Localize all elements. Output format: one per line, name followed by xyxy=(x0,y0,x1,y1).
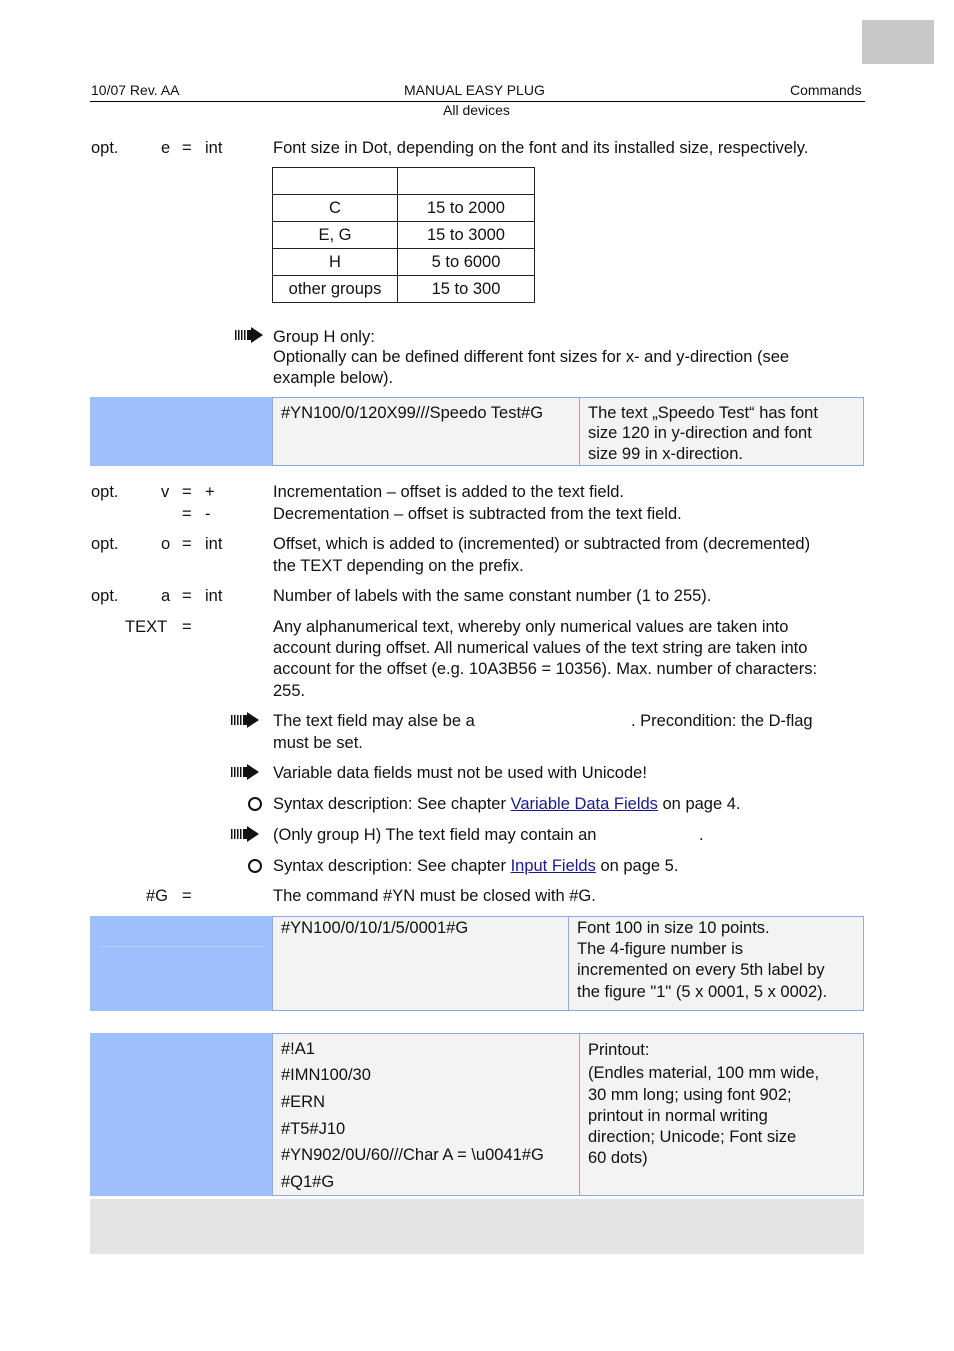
note-syntax-prefix: Syntax description: See chapter xyxy=(273,795,511,813)
header-section: Commands xyxy=(790,82,862,98)
note-variable-field-c: must be set. xyxy=(273,734,363,752)
example-3-code-line: #!A1 xyxy=(281,1040,315,1058)
note-syntax-prefix: Syntax description: See chapter xyxy=(273,857,511,875)
link-input-fields[interactable]: Input Fields xyxy=(510,857,596,875)
param-a-name: a xyxy=(161,587,171,605)
param-text-name: TEXT xyxy=(125,618,168,636)
table-row xyxy=(273,195,535,222)
param-g-desc: The command #YN must be closed with #G. xyxy=(273,887,596,905)
example-1-code: #YN100/0/120X99///Speedo Test#G xyxy=(281,404,544,422)
example-1-desc-line1: The text „Speedo Test“ has font xyxy=(588,404,818,422)
param-a-eq: = xyxy=(182,587,192,605)
table-cell-group: E, G xyxy=(273,222,398,249)
param-e-desc: Font size in Dot, depending on the font and its installed size, respectively. xyxy=(273,139,809,157)
table-cell-range: 15 to 300 xyxy=(398,276,535,303)
table-cell-range: 5 to 6000 xyxy=(398,249,535,276)
param-o-desc2: the TEXT depending on the prefix. xyxy=(273,557,524,575)
bullet-circle-icon xyxy=(248,859,262,873)
table-cell-group: C xyxy=(273,195,398,222)
bullet-circle-icon xyxy=(248,797,262,811)
note-input-field-a: (Only group H) The text field may contain an xyxy=(273,826,597,844)
table-row xyxy=(273,276,535,303)
param-a-opt: opt. xyxy=(91,587,119,605)
table-cell-group: other groups xyxy=(273,276,398,303)
header-title: MANUAL EASY PLUG xyxy=(404,82,545,98)
note-syntax-input xyxy=(273,856,678,877)
param-o-desc1: Offset, which is added to (incremented) or subtracted from (decremented) xyxy=(273,535,811,553)
example-2-desc-line1: Font 100 in size 10 points. xyxy=(577,919,770,937)
note-input-field-b: . xyxy=(699,826,704,844)
example-2-code: #YN100/0/10/1/5/0001#G xyxy=(281,919,469,937)
example-1-desc-line3: size 99 in x-direction. xyxy=(588,445,743,463)
param-e-opt: opt. xyxy=(91,139,119,157)
param-v-desc2: Decrementation – offset is subtracted from the text field. xyxy=(273,505,682,523)
note-arrow-icon xyxy=(231,826,259,842)
table-cell-group: H xyxy=(273,249,398,276)
note-group-h-line2: Optionally can be defined different font sizes for x- and y-direction (see xyxy=(273,348,790,366)
param-e-type: int xyxy=(205,139,223,157)
note-arrow-icon xyxy=(235,327,263,343)
example-2-desc-line3: incremented on every 5th label by xyxy=(577,961,825,979)
example-2-label-rule xyxy=(100,946,264,947)
table-header-row xyxy=(273,168,535,195)
note-group-h-line3: example below). xyxy=(273,369,394,387)
note-unicode-warning: Variable data fields must not be used with Unicode! xyxy=(273,764,647,782)
link-variable-data-fields[interactable]: Variable Data Fields xyxy=(510,795,658,813)
param-text-desc3: account for the offset (e.g. 10A3B56 = 10356). Max. number of characters: xyxy=(273,660,818,678)
note-variable-field-a: The text field may alse be a xyxy=(273,712,475,730)
note-syntax-variable xyxy=(273,794,741,815)
example-2-desc-line4: the figure "1" (5 x 0001, 5 x 0002). xyxy=(577,983,828,1001)
param-text-desc2: account during offset. All numerical values of the text string are taken into xyxy=(273,639,808,657)
param-v-val2: - xyxy=(205,505,211,523)
example-2-label-panel xyxy=(90,916,272,1011)
param-text-desc1: Any alphanumerical text, whereby only numerical values are taken into xyxy=(273,618,789,636)
example-3-desc-line2: (Endles material, 100 mm wide, xyxy=(588,1064,820,1082)
example-3-code-line: #ERN xyxy=(281,1093,326,1111)
header-revision: 10/07 Rev. AA xyxy=(91,82,180,98)
example-1-label-panel xyxy=(90,397,272,466)
param-a-desc: Number of labels with the same constant number (1 to 255). xyxy=(273,587,712,605)
param-v-desc1: Incrementation – offset is added to the text field. xyxy=(273,483,624,501)
example-3-desc-line1: Printout: xyxy=(588,1041,650,1059)
example-1-divider xyxy=(579,397,580,466)
param-o-name: o xyxy=(161,535,171,553)
param-g-name: #G xyxy=(146,887,169,905)
param-text-desc4: 255. xyxy=(273,682,306,700)
printout-preview-area xyxy=(90,1199,864,1254)
example-3-desc-line4: printout in normal writing xyxy=(588,1107,768,1125)
note-group-h-line1: Group H only: xyxy=(273,328,375,346)
table-row xyxy=(273,249,535,276)
param-o-eq: = xyxy=(182,535,192,553)
param-v-eq1: = xyxy=(182,483,192,501)
param-v-name: v xyxy=(161,483,170,501)
example-2-desc-line2: The 4-figure number is xyxy=(577,940,743,958)
example-3-desc-line5: direction; Unicode; Font size xyxy=(588,1128,797,1146)
table-cell-range: 15 to 3000 xyxy=(398,222,535,249)
param-e-name: e xyxy=(161,139,171,157)
example-3-desc-line3: 30 mm long; using font 902; xyxy=(588,1086,792,1104)
param-o-type: int xyxy=(205,535,223,553)
table-header-cell xyxy=(273,168,398,195)
header-subtitle: All devices xyxy=(443,102,510,118)
page-corner-tab xyxy=(862,20,934,64)
font-size-table xyxy=(272,167,535,303)
example-3-code-line: #YN902/0U/60///Char A = \u0041#G xyxy=(281,1146,544,1164)
example-3-divider xyxy=(579,1033,580,1196)
example-3-code-line: #IMN100/30 xyxy=(281,1066,371,1084)
example-3-code-line: #Q1#G xyxy=(281,1173,335,1191)
example-3-desc-line6: 60 dots) xyxy=(588,1149,648,1167)
param-v-eq2: = xyxy=(182,505,192,523)
example-3-label-panel xyxy=(90,1033,272,1196)
note-variable-field-b: . Precondition: the D-flag xyxy=(631,712,813,730)
param-v-val1: + xyxy=(205,483,215,501)
example-1-desc-line2: size 120 in y-direction and font xyxy=(588,424,812,442)
param-e-eq: = xyxy=(182,139,192,157)
table-cell-range: 15 to 2000 xyxy=(398,195,535,222)
example-3-box xyxy=(272,1033,864,1196)
param-a-type: int xyxy=(205,587,223,605)
note-syntax-suffix: on page 4. xyxy=(657,795,741,813)
note-arrow-icon xyxy=(231,764,259,780)
table-header-cell xyxy=(398,168,535,195)
note-arrow-icon xyxy=(231,712,259,728)
param-v-opt: opt. xyxy=(91,483,119,501)
example-3-code-line: #T5#J10 xyxy=(281,1120,346,1138)
param-g-eq: = xyxy=(182,887,192,905)
example-2-divider xyxy=(568,916,569,1011)
param-o-opt: opt. xyxy=(91,535,119,553)
note-syntax-suffix: on page 5. xyxy=(595,857,679,875)
param-text-eq: = xyxy=(182,618,192,636)
table-row xyxy=(273,222,535,249)
